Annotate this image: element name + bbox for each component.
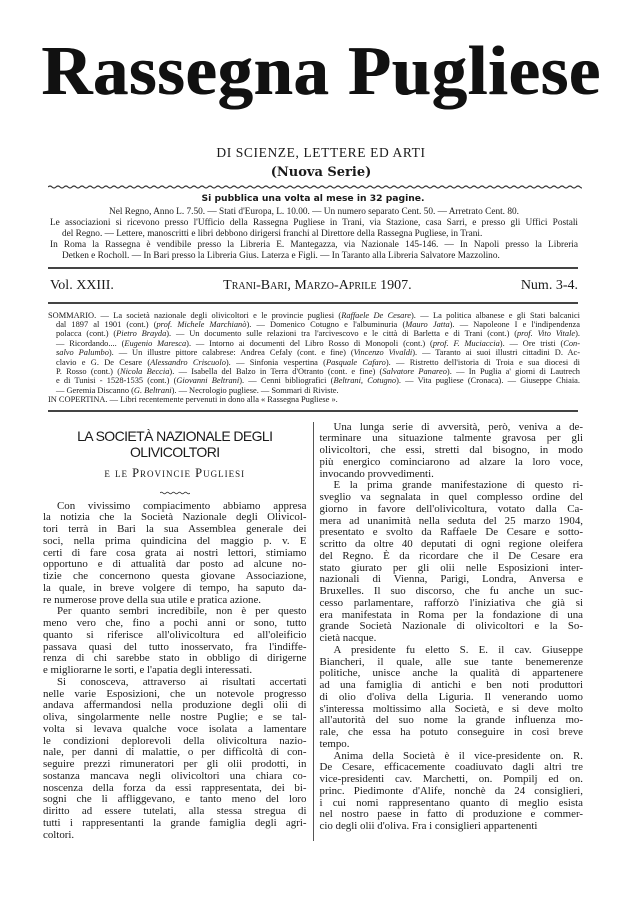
- text-line: soci, nella prima quindicina del maggio p. v. E: [43, 534, 307, 547]
- ornament-wrap: [43, 483, 307, 491]
- text-line: di olio d'oliva della Liguria. Il venerando uomo: [319, 690, 583, 703]
- horizontal-rule: [48, 302, 578, 304]
- text-line: oliva, singolarmente nelle nostre Puglie; e se tal-: [43, 711, 307, 724]
- text-line: cio degli olii d'oliva. Fra i consiglieri appartenenti: [319, 820, 538, 833]
- place-date: Trani-Bari, Marzo-Aprile 1907.: [223, 277, 412, 293]
- toc-line: [48, 311, 580, 320]
- toc-line: [48, 329, 580, 338]
- toc-text: ). — Domenico Cotugno e l'albuminuria (: [246, 319, 406, 329]
- text-line: noscenza della forza da essi rappresentata, dei bi-: [43, 781, 307, 794]
- text-line: ad una famiglia di antichi e ben noti produttori: [319, 679, 583, 692]
- journal-series: [0, 164, 642, 180]
- cover-note: IN COPERTINA. — Libri recentemente pervenuti in dono alla « Rassegna Pugliese ».: [48, 395, 338, 405]
- toc-line: [48, 339, 580, 348]
- paragraph: [43, 677, 307, 842]
- text-line: s'interessa moltissimo alla Società, e si deve molto: [319, 702, 583, 715]
- toc-text: clavio e G. De Cesare (: [56, 357, 151, 367]
- publication-frequency: Si pubblica una volta al mese in 32 pagine.: [201, 193, 425, 204]
- text-line: cesso parlamentare, rafforzò l'iniziativa che già si: [319, 596, 583, 609]
- ornament-divider: [160, 490, 190, 496]
- toc-text: — Ricordando.... (: [56, 338, 125, 348]
- text-line: giorno in favore dell'olivicoltura, votato dalla Ca-: [319, 502, 583, 515]
- toc-text: ). — La politica albanese e gli Stati balcanici: [411, 310, 580, 320]
- text-line: politiche, unisce anche la qualità di appartenere: [319, 667, 583, 680]
- paragraph: [43, 501, 307, 607]
- toc-author: Con-: [563, 338, 580, 348]
- paragraph: [320, 645, 584, 751]
- journal-subtitle: DI SCIENZE, LETTERE ED ARTI: [216, 145, 426, 160]
- text-line: De Cesare, efficacemente coadiuvato dagli altri tre: [319, 761, 583, 774]
- text-line: mera ad unanimità nella seduta del 25 marzo 1904,: [319, 514, 583, 527]
- toc-text: ). — Taranto ai suoi illustri cittadini D. Ac-: [412, 348, 580, 358]
- toc-author: Raffaele De Cesare: [341, 310, 412, 320]
- article-right-area: [320, 422, 584, 833]
- text-line: tempo.: [319, 737, 350, 750]
- issue-number: Num. 3-4.: [520, 277, 578, 293]
- page-body: [43, 193, 583, 841]
- toc-author: prof. F. Muciaccia: [432, 338, 500, 348]
- text-line: nazionali di Vienna, Parigi, Londra, Anversa e: [319, 573, 583, 586]
- text-line: era manifestata in Roma per la fondazione di una: [319, 608, 583, 621]
- toc-text: polacca (cont.) (: [56, 329, 117, 339]
- volume-number: Vol. XXIII.: [50, 277, 114, 293]
- article-title: LA SOCIETÀ NAZIONALE DEGLI OLIVICOLTORI: [77, 427, 273, 460]
- text-line: invocando provvedimenti.: [319, 467, 434, 480]
- toc-text: ). — Intorno ai documenti del Libro Rosso di Monopoli (cont.) (: [186, 338, 433, 348]
- text-line: diritto ad essere tutelati, alla stessa stregua di: [43, 805, 307, 818]
- toc-line: [48, 367, 580, 376]
- text-line: Si conosceva, attraverso ai risultati accertati: [57, 675, 307, 688]
- subscription-info: [43, 205, 583, 262]
- toc-text: ). — In Puglia a' giorni di Lautrech: [446, 366, 580, 376]
- toc-author: Nicola Beccia: [120, 366, 170, 376]
- text-line: grande Società Nazionale di olivicoltori e la So-: [319, 620, 583, 633]
- text-line: la quale, in breve volgere di tempo, ha saputo da-: [43, 581, 307, 594]
- toc-text: — Geremia Discanno (: [56, 385, 134, 395]
- text-line: nelle varie Esposizioni, che un notevole progresso: [43, 687, 307, 700]
- toc-text: ). — Necrologio pugliese. — Sommari di Riviste.: [171, 385, 339, 395]
- toc-text: ). — Napoleone I e l'indipendenza: [449, 319, 580, 329]
- article-subtitle: e le Provincie Pugliesi: [104, 465, 246, 480]
- article-left-area: [43, 422, 307, 842]
- toc-line: [48, 358, 580, 367]
- toc-author: G. Beltrani: [133, 385, 172, 395]
- text-line: A presidente fu eletto S. E. il cav. Giuseppe: [333, 643, 583, 656]
- toc-text: ). — Un documento sulle relazioni tra l'arcivescovo e le città di Barletta e di Trani (cont.) (: [166, 329, 517, 339]
- toc-line: [48, 348, 580, 357]
- text-line: i cui nomi rappresentano quanto di meglio esista: [319, 796, 583, 809]
- text-line: tori terrà in Bari la sua Assemblea generale dei: [43, 523, 307, 536]
- text-line: sveglio va segnalata in quel complesso ordine del: [319, 491, 583, 504]
- text-line: scritto da oltre 40 deputati di ogni regione oleifera: [319, 538, 583, 551]
- toc-text: ). — Un illustre pittore calabrese: Andrea Cefaly (cont. e fine) (: [108, 348, 354, 358]
- text-line: vice-presidenti cav. Marchetti, on. Pompilj ed on.: [319, 773, 583, 786]
- toc-author: Mauro Jatta: [405, 319, 450, 329]
- text-line: andava affermandosi nella produzione degli olii di: [43, 699, 307, 712]
- paragraph: [320, 480, 584, 645]
- horizontal-rule: [48, 410, 578, 412]
- text-line: re numerose prove della sua utile e pratica azione.: [43, 593, 262, 606]
- paragraph: [320, 422, 584, 481]
- info-line: In Roma la Rassegna è vendibile presso la Libreria E. Mantegazza, via Nazionale 145-146. — In Napoli presso la Libreria: [50, 239, 578, 250]
- text-line: E la prima grande manifestazione di questo ri-: [333, 479, 583, 492]
- toc-text: ). — Isabella del Balzo in Terra d'Otranto (cont. e fine) (: [169, 366, 383, 376]
- toc-author: Eugenio Maresca: [124, 338, 187, 348]
- journal-title-logo: Rassegna Pugliese: [41, 33, 601, 110]
- text-line: terminare una situazione talmente gravosa per gli: [319, 432, 583, 445]
- text-line: stato giurato per gli olii nelle Esposizioni inter-: [319, 561, 583, 574]
- text-line: all'autorità del suo nome la grande influenza mo-: [319, 714, 583, 727]
- series-label: (Nuova Serie): [270, 165, 372, 180]
- toc-author: Giovanni Beltrani: [176, 376, 240, 386]
- toc-author: Pietro Brayda: [116, 329, 167, 339]
- toc-text: ).: [575, 329, 581, 339]
- text-line: Con vivissimo compiacimento abbiamo appresa: [57, 499, 307, 512]
- toc-author: Vincenzo Vivaldi: [353, 348, 413, 358]
- text-line: meno vero che, fino a pochi anni or sono, tutto: [43, 617, 307, 630]
- text-line: tizie che concernono questa giovane Associazione,: [43, 570, 307, 583]
- toc-text: ). — Cenni bibliografici (: [239, 376, 334, 386]
- text-line: seguire prezzi rimuneratori per gli olii prodotti, in: [43, 758, 307, 771]
- text-line: volta si levava qualche voce isolata a lamentare: [43, 722, 307, 735]
- text-line: tutti i rappresentanti la grande famiglia degli agri-: [43, 816, 307, 829]
- text-line: renza di chi sarebbe stato in obbligo di dirigerne: [43, 652, 307, 665]
- text-line: e migliorarne le sorti, e l'apatia degli interessati.: [43, 664, 253, 677]
- text-line: coltori.: [43, 828, 75, 841]
- toc-text: ). — Vita pugliese (Cronaca). — Giuseppe Chiaia.: [396, 376, 580, 386]
- info-line: Nel Regno, Anno L. 7.50. — Stati d'Europa, L. 10.00. — Un numero separato Cent. 50. — Arretrato Cent. 80.: [109, 207, 519, 217]
- issue-line: [43, 274, 583, 297]
- toc-text: SOMMARIO. — La società nazionale degli olivicoltori e le provincie pugliesi (: [48, 310, 342, 320]
- toc-line: [48, 376, 580, 385]
- text-line: nel nostro paese in fatto di produzione e commer-: [319, 808, 583, 821]
- text-line: Anima della Società è il vice-presidente on. R.: [333, 749, 583, 762]
- paragraph: [43, 606, 307, 677]
- table-of-contents: [43, 309, 583, 405]
- info-line: del Regno. — Lettere, manoscritti e libri debbono dirigersi franchi al Direttore della Rassegna Pugliese, in Trani.: [62, 228, 483, 239]
- info-line: Detken e Rocholl. — In Bari presso la Libreria Gius. Laterza e Figli. — In Taranto alla Libreria Salvatore Mazzolino.: [62, 250, 500, 261]
- article: [43, 422, 583, 842]
- toc-text: e di Tunisi - 1528-1535 (cont.) (: [56, 376, 177, 386]
- column-divider: [313, 422, 314, 842]
- toc-text: ). — Ore tristi (: [499, 338, 564, 348]
- text-line: nale, per danni di malattie, o per difficoltà di con-: [43, 746, 307, 759]
- text-line: opportuno e di attualità dar posto ad alcune no-: [43, 558, 307, 571]
- horizontal-rule: [48, 267, 578, 269]
- toc-author: Pasquale Cafaro: [325, 357, 386, 367]
- article-left-column: [43, 501, 307, 842]
- text-line: presentato e svolto da Raffaele De Cesare e sotto-: [319, 526, 583, 539]
- text-line: certi di fare cosa grata ai nostri lettori, stimiamo: [43, 546, 307, 559]
- text-line: del Regno. È da ricordare che il De Cesare era: [319, 549, 583, 562]
- toc-text: ). — Sinfonia vespertina (: [225, 357, 326, 367]
- text-line: Bruxelles. Il suo discorso, che fu anche un suc-: [319, 585, 583, 598]
- text-line: le condizioni deplorevoli della olivicoltura nazio-: [43, 734, 307, 747]
- text-line: olivicoltori, che essi, stretti dal bisogno, in modo: [319, 444, 583, 457]
- wavy-divider: [48, 184, 582, 190]
- text-line: quanto si riferisce all'olivicoltura ed all'oleificio: [43, 628, 307, 641]
- toc-author: prof. Michele Marchianò: [156, 319, 247, 329]
- text-line: cietà nacque.: [319, 632, 377, 645]
- text-line: sogni che li affliggevano, e tanto meno del loro: [43, 793, 307, 806]
- text-line: più energico cominciarono ad alzare la loro voce,: [319, 455, 583, 468]
- info-line: Le associazioni si ricevono presso l'Ufficio della Rassegna Pugliese in Trani, via Stazione, casa Sarri, e presso gli Uffici Postali: [50, 217, 578, 228]
- text-line: passava quasi del tutto inosservato, fra l'indiffe-: [43, 640, 307, 653]
- article-right-column: [320, 422, 584, 833]
- toc-author: Salvatore Panareo: [382, 366, 447, 376]
- text-line: princ. Piedimonte d'Alife, nonchè da 24 consiglieri,: [319, 784, 583, 797]
- text-line: sostanza mancava negli olivicoltori una chiara co-: [43, 769, 307, 782]
- toc-line: [48, 320, 580, 329]
- toc-author: Alessandro Criscuolo: [150, 357, 226, 367]
- text-line: rale, che essa ha potuto conseguire in così breve: [319, 726, 583, 739]
- text-line: la notizia che la Società Nazionale degli Olivicol-: [43, 511, 307, 524]
- paragraph: [320, 751, 584, 833]
- text-line: Biancheri, il quale, alle sue tante benemerenze: [319, 655, 583, 668]
- toc-author: salvo Palumbo: [56, 348, 109, 358]
- text-line: Una lunga serie di avversità, però, veniva a de-: [333, 420, 583, 433]
- toc-text: dal 1897 al 1901 (cont.) (: [56, 319, 157, 329]
- toc-text: P. Rosso (cont.) (: [56, 366, 121, 376]
- toc-line: [48, 386, 580, 395]
- toc-text: ). — Ristretto dell'istoria di Troia e sua diocesi di: [385, 357, 581, 367]
- toc-author: Beltrani, Cotugno: [333, 376, 397, 386]
- toc-author: prof. Vito Vitale: [516, 329, 576, 339]
- text-line: Per quanto sembri incredibile, non è per questo: [57, 605, 307, 618]
- masthead: [26, 12, 616, 140]
